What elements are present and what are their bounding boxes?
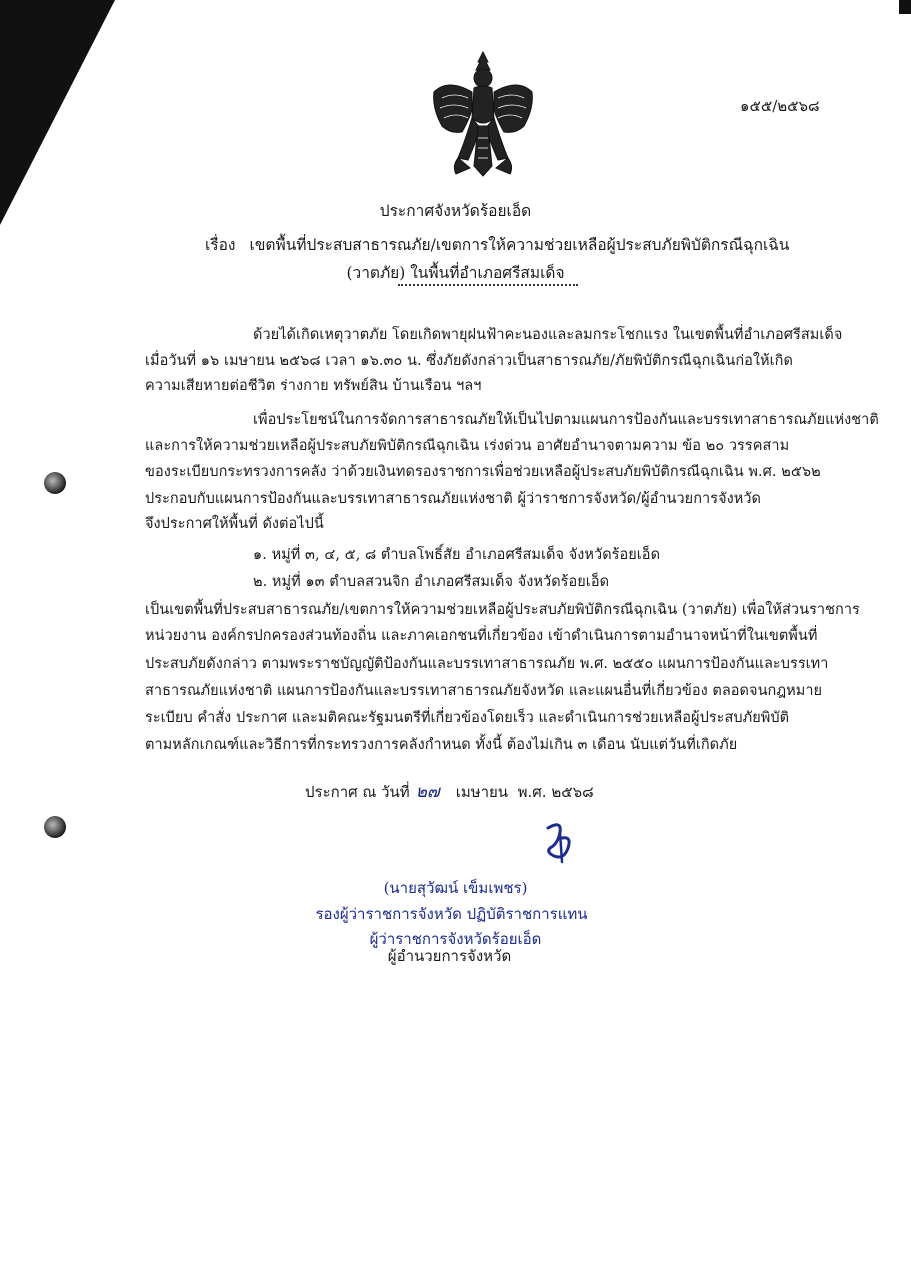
- list-item: ๒. หมู่ที่ ๑๓ ตำบลสวนจิก อำเภอศรีสมเด็จ จังหวัดร้อยเอ็ด: [253, 574, 610, 590]
- paragraph-line: เป็นเขตพื้นที่ประสบสาธารณภัย/เขตการให้ความช่วยเหลือผู้ประสบภัยพิบัติกรณีฉุกเฉิน (วาตภัย) เพื่อให้ส่วนราชการ: [145, 602, 860, 618]
- paragraph-line: ด้วยได้เกิดเหตุวาตภัย โดยเกิดพายุฝนฟ้าคะนองและลมกระโชกแรง ในเขตพื้นที่อำเภอศรีสมเด็จ: [253, 327, 843, 343]
- punch-hole: [44, 816, 66, 838]
- paragraph-line: ของระเบียบกระทรวงการคลัง ว่าด้วยเงินทดรองราชการเพื่อช่วยเหลือผู้ประสบภัยพิบัติกรณีฉุกเฉิน พ.ศ. ๒๕๖๒: [145, 464, 821, 480]
- announcement-date: [305, 778, 594, 805]
- announcement-title: ประกาศจังหวัดร้อยเอ็ด: [379, 202, 532, 220]
- date-day-handwritten: ๒๗: [415, 782, 440, 802]
- signer-position: รองผู้ว่าราชการจังหวัด ปฏิบัติราชการแทน: [315, 905, 588, 923]
- scan-corner-mark: [899, 0, 911, 14]
- signature-icon: [538, 818, 582, 864]
- paragraph-line: สาธารณภัยแห่งชาติ แผนการป้องกันและบรรเทาสาธารณภัยจังหวัด และแผนอื่นที่เกี่ยวข้อง ตลอดจนกฎหมาย: [145, 683, 823, 699]
- paragraph-line: ระเบียบ คำสั่ง ประกาศ และมติคณะรัฐมนตรีที่เกี่ยวข้องโดยเร็ว และดำเนินการช่วยเหลือผู้ประสบภัยพิบัติ: [145, 710, 790, 726]
- document-number: ๑๕๕/๒๕๖๘: [740, 97, 820, 115]
- garuda-emblem-icon: [428, 48, 538, 188]
- paragraph-line: ตามหลักเกณฑ์และวิธีการที่กระทรวงการคลังกำหนด ทั้งนี้ ต้องไม่เกิน ๓ เดือน นับแต่วันที่เกิดภัย: [145, 737, 738, 753]
- punch-hole: [44, 472, 66, 494]
- paragraph-line: หน่วยงาน องค์กรปกครองส่วนท้องถิ่น และภาคเอกชนที่เกี่ยวข้อง เข้าดำเนินการตามอำนาจหน้าที่ในเขตพื้นที่: [145, 628, 818, 644]
- date-prefix: ประกาศ ณ วันที่: [305, 783, 410, 801]
- date-year: พ.ศ. ๒๕๖๘: [517, 783, 594, 801]
- subject-line: [205, 232, 789, 257]
- paragraph-line: เมื่อวันที่ ๑๖ เมษายน ๒๕๖๘ เวลา ๑๖.๓๐ น. ซึ่งภัยดังกล่าวเป็นสาธารณภัย/ภัยพิบัติกรณีฉุกเฉินก่อให้เกิด: [145, 353, 793, 369]
- subject-continuation: (วาตภัย) ในพื้นที่อำเภอศรีสมเด็จ: [346, 264, 565, 282]
- signer-governor: ผู้ว่าราชการจังหวัดร้อยเอ็ด: [369, 930, 542, 948]
- signer-director: ผู้อำนวยการจังหวัด: [387, 947, 512, 965]
- list-item: ๑. หมู่ที่ ๓, ๔, ๕, ๘ ตำบลโพธิ์สัย อำเภอศรีสมเด็จ จังหวัดร้อยเอ็ด: [253, 547, 661, 563]
- date-month: เมษายน: [455, 783, 509, 801]
- paragraph-line: ประกอบกับแผนการป้องกันและบรรเทาสาธารณภัยแห่งชาติ ผู้ว่าราชการจังหวัด/ผู้อำนวยการจังหวัด: [145, 491, 762, 507]
- paragraph-line: เพื่อประโยชน์ในการจัดการสาธารณภัยให้เป็นไปตามแผนการป้องกันและบรรเทาสาธารณภัยแห่งชาติ: [253, 412, 879, 428]
- signer-name: (นายสุวัฒน์ เข็มเพชร): [383, 879, 528, 897]
- scan-corner-shadow: [0, 0, 115, 225]
- subject-text: เขตพื้นที่ประสบสาธารณภัย/เขตการให้ความช่วยเหลือผู้ประสบภัยพิบัติกรณีฉุกเฉิน: [249, 236, 790, 254]
- dotted-separator: [398, 284, 578, 286]
- paragraph-line: จึงประกาศให้พื้นที่ ดังต่อไปนี้: [145, 516, 324, 532]
- subject-label: เรื่อง: [205, 236, 236, 254]
- paragraph-line: ความเสียหายต่อชีวิต ร่างกาย ทรัพย์สิน บ้านเรือน ฯลฯ: [145, 378, 482, 394]
- paragraph-line: ประสบภัยดังกล่าว ตามพระราชบัญญัติป้องกันและบรรเทาสาธารณภัย พ.ศ. ๒๕๕๐ แผนการป้องกันและบรรเทา: [145, 656, 829, 672]
- paragraph-line: และการให้ความช่วยเหลือผู้ประสบภัยพิบัติกรณีฉุกเฉิน เร่งด่วน อาศัยอำนาจตามความ ข้อ ๒๐ วรรคสาม: [145, 438, 790, 454]
